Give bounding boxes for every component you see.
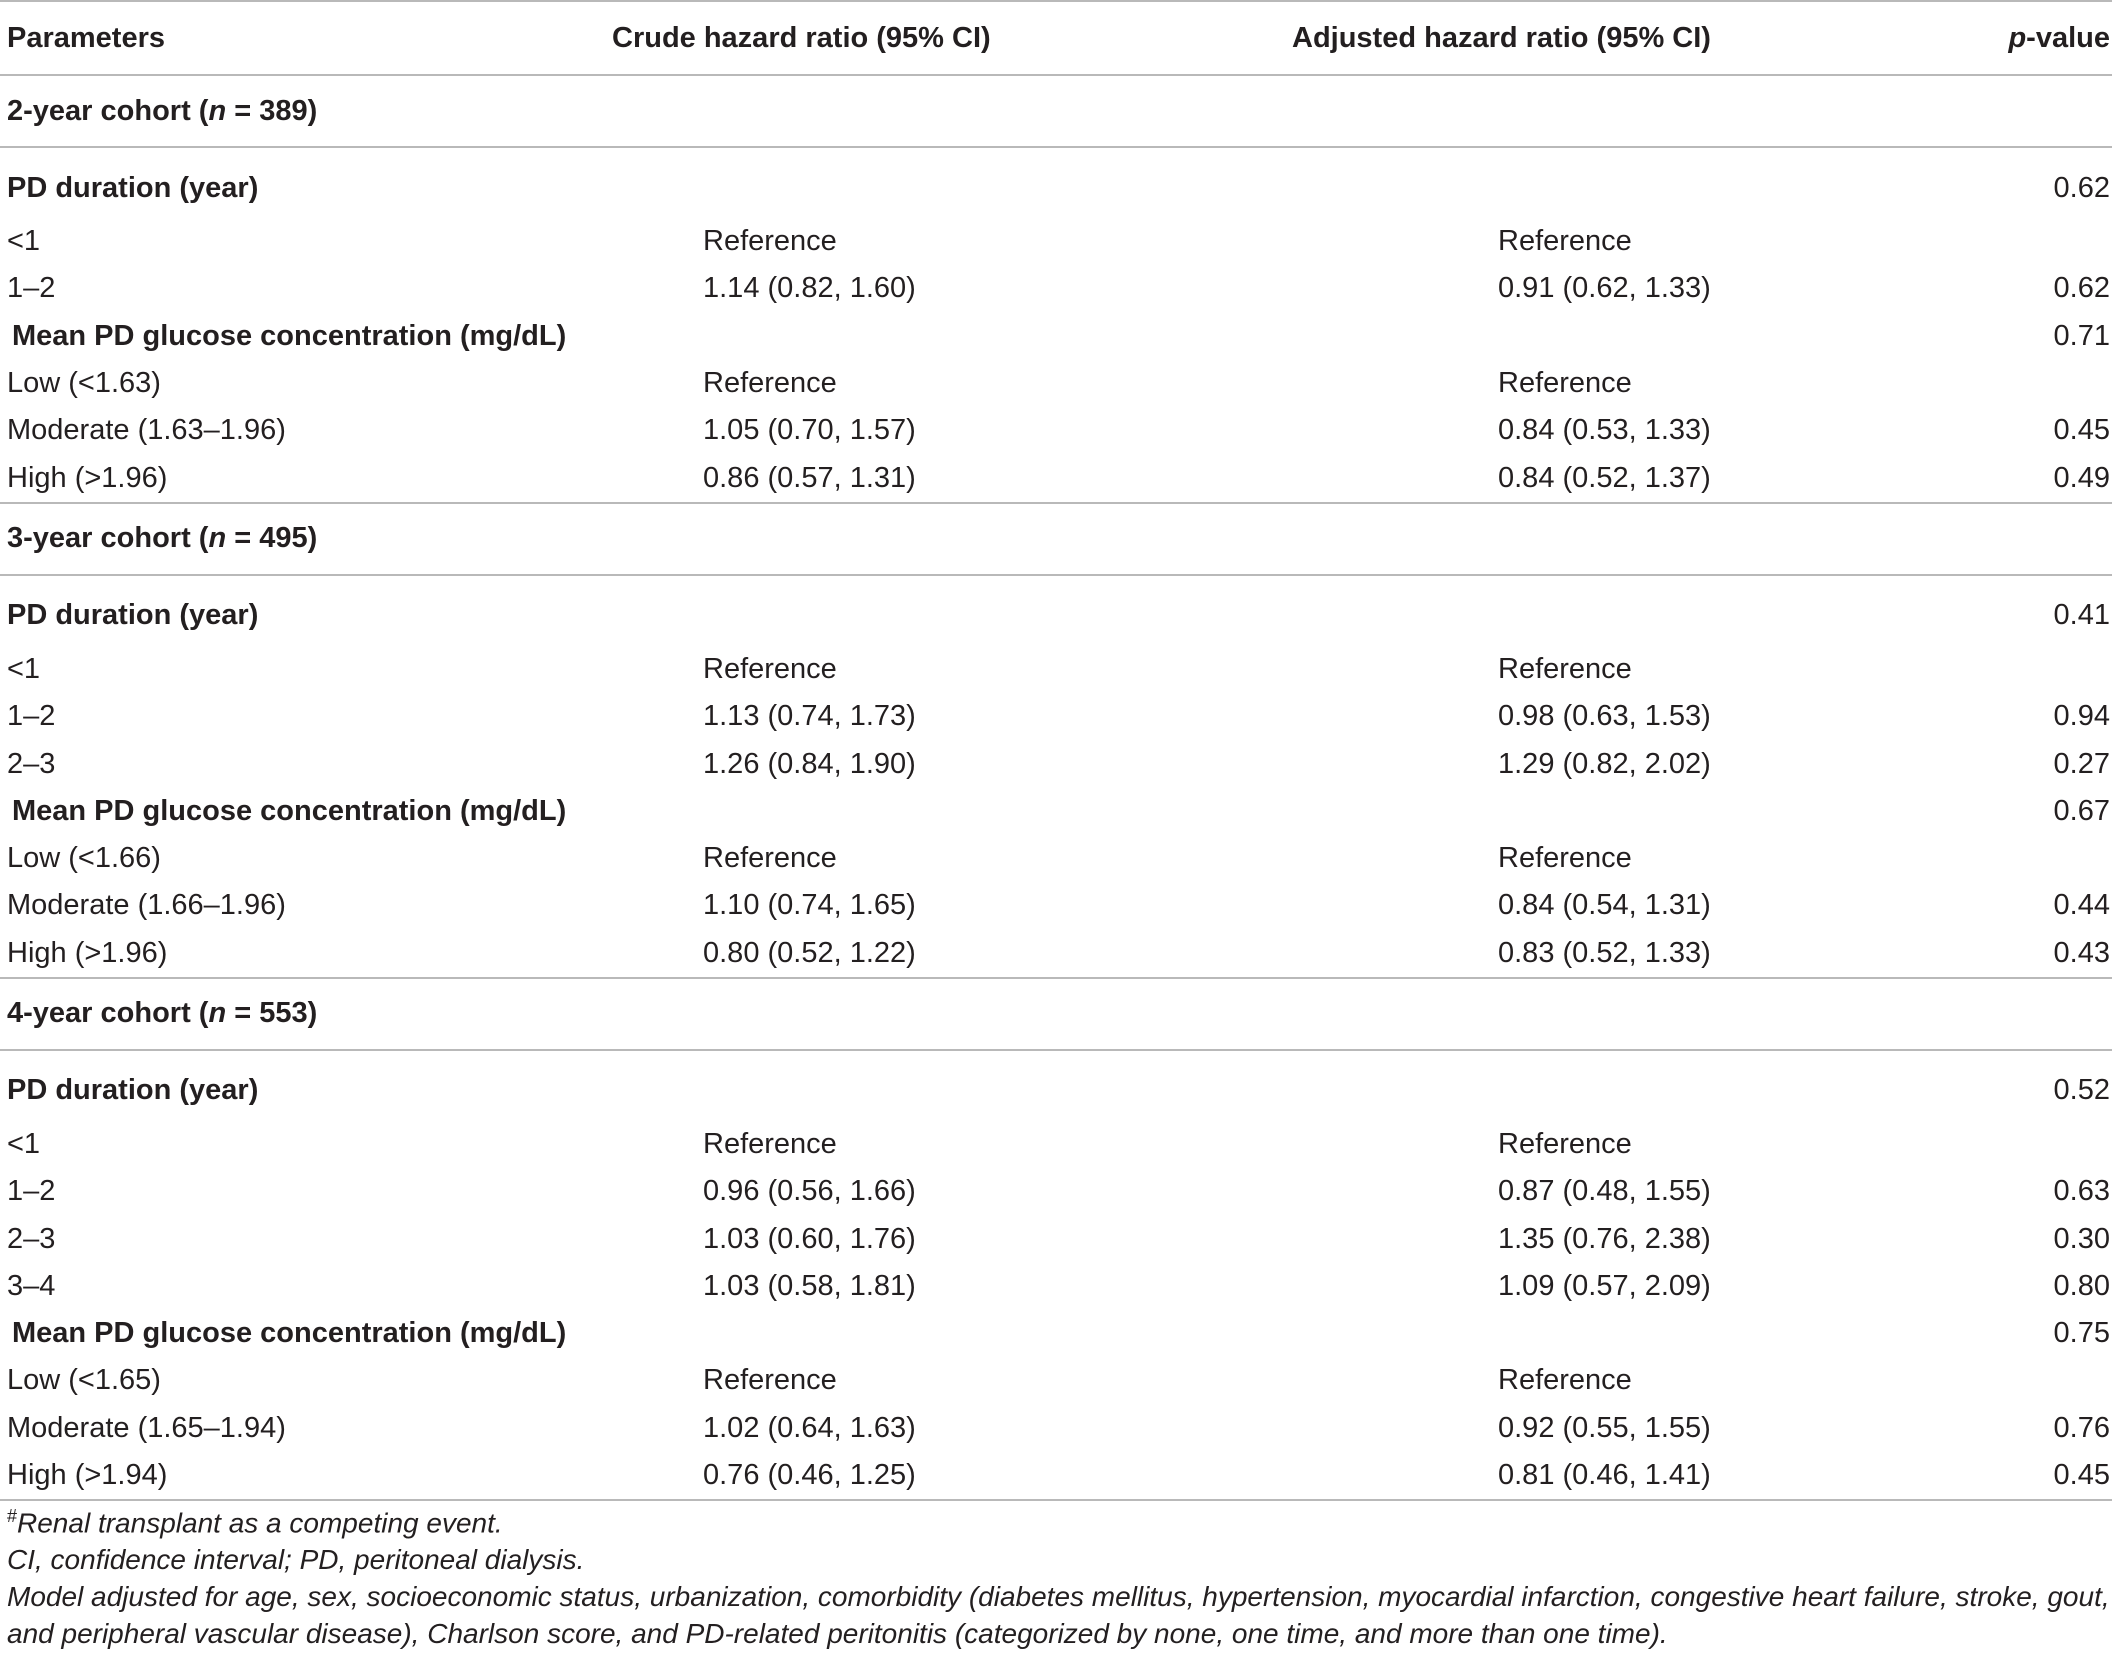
crude-hr-cell: 1.03 (0.60, 1.76) xyxy=(703,1222,916,1255)
p-value-cell xyxy=(1956,835,2112,882)
table-row xyxy=(0,1263,2112,1310)
glucose-concentration-heading-row xyxy=(0,788,2112,835)
table-row xyxy=(0,218,2112,265)
adjusted-hr-cell: 0.84 (0.52, 1.37) xyxy=(1498,461,1711,494)
pd-duration-heading: PD duration (year) xyxy=(7,171,259,204)
p-value-cell: 0.49 xyxy=(2053,461,2110,494)
table-row xyxy=(0,265,2112,312)
cohort-title-prefix: 2-year cohort ( xyxy=(7,94,209,127)
p-value-cell: 0.27 xyxy=(2053,747,2110,780)
header-p-letter: p xyxy=(2008,21,2027,54)
table-row xyxy=(0,740,2112,787)
glucose-concentration-heading-row xyxy=(0,1310,2112,1357)
cohort-header-row xyxy=(0,75,2112,147)
cohort-title-prefix: 3-year cohort ( xyxy=(7,522,209,555)
p-value-cell xyxy=(1956,646,2112,693)
crude-hr-cell: 1.03 (0.58, 1.81) xyxy=(703,1269,916,1302)
table-row xyxy=(0,1405,2112,1452)
row-label: Low (<1.65) xyxy=(7,1364,161,1397)
table-row xyxy=(0,646,2112,693)
crude-hr-cell: 1.02 (0.64, 1.63) xyxy=(703,1411,916,1444)
pd-duration-heading-row xyxy=(0,147,2112,218)
row-label: Low (<1.63) xyxy=(7,367,161,400)
pd-duration-overall-p: 0.41 xyxy=(2053,599,2110,632)
adjusted-hr-cell: Reference xyxy=(1498,1364,1632,1397)
adjusted-hr-cell: Reference xyxy=(1498,367,1632,400)
glucose-concentration-overall-p: 0.75 xyxy=(2053,1317,2110,1350)
table-row xyxy=(0,930,2112,978)
crude-hr-cell: 1.10 (0.74, 1.65) xyxy=(703,889,916,922)
glucose-concentration-heading: Mean PD glucose concentration (mg/dL) xyxy=(12,319,567,352)
cohort-n-letter: n xyxy=(208,94,227,127)
table-row xyxy=(0,1215,2112,1262)
crude-hr-cell: 0.86 (0.57, 1.31) xyxy=(703,461,916,494)
adjusted-hr-cell: 0.84 (0.54, 1.31) xyxy=(1498,889,1711,922)
footnote-competing-event-text: Renal transplant as a competing event. xyxy=(17,1507,503,1539)
crude-hr-cell: 0.80 (0.52, 1.22) xyxy=(703,936,916,969)
row-label: 2–3 xyxy=(7,747,56,780)
cohort-header-row xyxy=(0,503,2112,575)
crude-hr-cell: 1.05 (0.70, 1.57) xyxy=(703,414,916,447)
row-label: 1–2 xyxy=(7,700,56,733)
row-label: 1–2 xyxy=(7,1175,56,1208)
glucose-concentration-overall-p: 0.67 xyxy=(2053,794,2110,827)
table-row xyxy=(0,407,2112,454)
header-adjusted-hr: Adjusted hazard ratio (95% CI) xyxy=(1292,21,1711,54)
cohort-n-letter: n xyxy=(208,522,227,555)
footnote-abbreviations: CI, confidence interval; PD, peritoneal dialysis. xyxy=(7,1544,585,1576)
p-value-cell: 0.94 xyxy=(2053,700,2110,733)
p-value-cell: 0.45 xyxy=(2053,414,2110,447)
p-value-cell: 0.62 xyxy=(2053,272,2110,305)
footnote-competing-event xyxy=(7,1498,2118,1541)
row-label: High (>1.96) xyxy=(7,461,168,494)
row-label: Moderate (1.65–1.94) xyxy=(7,1411,286,1444)
adjusted-hr-cell: 0.84 (0.53, 1.33) xyxy=(1498,414,1711,447)
header-p-suffix: -value xyxy=(2026,21,2110,54)
adjusted-hr-cell: Reference xyxy=(1498,1128,1632,1160)
pd-duration-heading: PD duration (year) xyxy=(7,1074,259,1107)
adjusted-hr-cell: Reference xyxy=(1498,842,1632,875)
adjusted-hr-cell: 0.91 (0.62, 1.33) xyxy=(1498,272,1711,305)
row-label: Moderate (1.66–1.96) xyxy=(7,889,286,922)
adjusted-hr-cell: 0.81 (0.46, 1.41) xyxy=(1056,1452,1956,1500)
adjusted-hr-cell: Reference xyxy=(1498,652,1632,685)
cohort-title xyxy=(0,978,2112,1050)
crude-hr-cell: Reference xyxy=(703,225,837,258)
p-value-cell: 0.63 xyxy=(2053,1175,2110,1208)
adjusted-hr-cell: 0.98 (0.63, 1.53) xyxy=(1498,700,1711,733)
adjusted-hr-cell: 1.09 (0.57, 2.09) xyxy=(1498,1269,1711,1302)
adjusted-hr-cell: 0.87 (0.48, 1.55) xyxy=(1498,1175,1711,1208)
pd-duration-heading-row xyxy=(0,575,2112,646)
adjusted-hr-cell: 1.29 (0.82, 2.02) xyxy=(1498,747,1711,780)
row-label: <1 xyxy=(7,1128,41,1160)
table-row xyxy=(0,1452,2112,1500)
p-value-cell: 0.44 xyxy=(2053,889,2110,922)
p-value-cell xyxy=(1956,360,2112,407)
footnote-hash-mark: # xyxy=(7,1506,18,1526)
crude-hr-cell: 0.96 (0.56, 1.66) xyxy=(703,1175,916,1208)
pd-duration-overall-p: 0.52 xyxy=(2053,1074,2110,1107)
crude-hr-cell: 1.13 (0.74, 1.73) xyxy=(703,700,916,733)
p-value-cell: 0.76 xyxy=(2053,1411,2110,1444)
header-crude-hr: Crude hazard ratio (95% CI) xyxy=(612,21,991,54)
table-footnotes xyxy=(0,1498,2118,1652)
row-label: Low (<1.66) xyxy=(7,842,161,875)
crude-hr-cell: 1.14 (0.82, 1.60) xyxy=(703,272,916,305)
pd-duration-heading-row xyxy=(0,1050,2112,1121)
adjusted-hr-cell: Reference xyxy=(1498,225,1632,258)
cohort-title-suffix: = 553) xyxy=(226,997,318,1030)
pd-duration-overall-p: 0.62 xyxy=(2053,171,2110,204)
table-row xyxy=(0,693,2112,740)
adjusted-hr-cell: 0.92 (0.55, 1.55) xyxy=(1498,1411,1711,1444)
p-value-cell xyxy=(1956,1121,2112,1168)
crude-hr-cell: Reference xyxy=(703,842,837,875)
glucose-concentration-overall-p: 0.71 xyxy=(2053,319,2110,352)
row-label: <1 xyxy=(7,652,41,685)
header-parameters: Parameters xyxy=(7,21,165,54)
row-label: 1–2 xyxy=(7,272,56,305)
table-row xyxy=(0,835,2112,882)
row-label: 3–4 xyxy=(7,1269,56,1302)
glucose-concentration-heading: Mean PD glucose concentration (mg/dL) xyxy=(12,794,567,827)
adjusted-hr-cell: 0.83 (0.52, 1.33) xyxy=(1498,936,1711,969)
crude-hr-cell: 1.26 (0.84, 1.90) xyxy=(703,747,916,780)
p-value-cell: 0.80 xyxy=(2053,1269,2110,1302)
cohort-title xyxy=(0,503,2112,575)
table-row xyxy=(0,882,2112,929)
table-body xyxy=(0,75,2112,1500)
row-label: 2–3 xyxy=(7,1222,56,1255)
header-p-value xyxy=(1956,1,2112,75)
crude-hr-cell: Reference xyxy=(703,652,837,685)
row-label: High (>1.94) xyxy=(0,1452,556,1500)
adjusted-hr-cell: 1.35 (0.76, 2.38) xyxy=(1498,1222,1711,1255)
table-row xyxy=(0,454,2112,502)
table-row xyxy=(0,1357,2112,1404)
crude-hr-cell: Reference xyxy=(703,367,837,400)
p-value-cell: 0.30 xyxy=(2053,1222,2110,1255)
cohort-title-suffix: = 389) xyxy=(226,94,318,127)
footnote-model-adjustment: Model adjusted for age, sex, socioeconomic status, urbanization, comorbidity (diabetes mellitus, hypertension, myocardial infarction, congestive heart failure, stroke, gout, and peripheral vascular disease), Charlson score, and PD-related peritonitis (categorized by none, one time, and more than one time). xyxy=(7,1581,2110,1650)
table-header xyxy=(0,1,2112,75)
p-value-cell xyxy=(1956,218,2112,265)
p-value-cell: 0.45 xyxy=(1956,1452,2112,1500)
row-label: High (>1.96) xyxy=(7,936,168,969)
pd-duration-heading: PD duration (year) xyxy=(7,599,259,632)
cohort-n-letter: n xyxy=(208,997,227,1030)
cohort-title xyxy=(0,75,2112,147)
cohort-title-prefix: 4-year cohort ( xyxy=(7,997,209,1030)
cohort-title-suffix: = 495) xyxy=(226,522,318,555)
crude-hr-cell: 0.76 (0.46, 1.25) xyxy=(556,1452,1056,1500)
glucose-concentration-heading: Mean PD glucose concentration (mg/dL) xyxy=(12,1317,567,1350)
table-row xyxy=(0,360,2112,407)
crude-hr-cell: Reference xyxy=(703,1364,837,1397)
p-value-cell: 0.43 xyxy=(2053,936,2110,969)
crude-hr-cell: Reference xyxy=(703,1128,837,1160)
row-label: <1 xyxy=(7,225,41,258)
row-label: Moderate (1.63–1.96) xyxy=(7,414,286,447)
table-row xyxy=(0,1121,2112,1168)
table-row xyxy=(0,1168,2112,1215)
p-value-cell xyxy=(1956,1357,2112,1404)
cohort-header-row xyxy=(0,978,2112,1050)
glucose-concentration-heading-row xyxy=(0,313,2112,360)
